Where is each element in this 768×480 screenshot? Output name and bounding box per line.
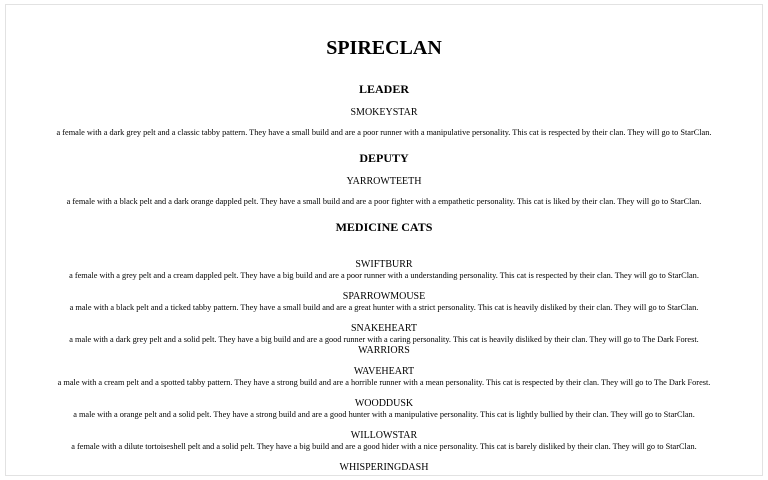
warrior-name: WILLOWSTAR	[350, 430, 418, 441]
warrior-description: a female with a dilute tortoiseshell pelt and a solid pelt. They have a big build and are a good hider with a nice personality. This cat is barely disliked by their clan. They will go to StarClan.	[71, 442, 697, 451]
medicine-cat-description: a male with a dark grey pelt and a solid pelt. They have a big build and are a good runner with a caring personality. This cat is heavily disliked by their clan. They will go to The Dark Forest.	[69, 335, 699, 344]
medicine-cat-name: SPARROWMOUSE	[342, 291, 426, 302]
medicine-cat-description: a female with a grey pelt and a cream dappled pelt. They have a big build and are a poor runner with a understanding personality. This cat is respected by their clan. They will go to StarClan.	[69, 271, 699, 280]
warrior-name: WAVEHEART	[353, 366, 415, 377]
warrior-description: a male with a cream pelt and a spotted tabby pattern. They have a strong build and are a horrible runner with a mean personality. This cat is respected by their clan. They will go to The Dark Forest.	[57, 378, 711, 387]
deputy-name: YARROWTEETH	[346, 176, 422, 187]
warrior-name: WHISPERINGDASH	[339, 462, 429, 473]
leader-heading: LEADER	[358, 82, 409, 96]
medicine-cat-name: SNAKEHEART	[350, 323, 418, 334]
leader-description: a female with a dark grey pelt and a classic tabby pattern. They have a small build and are a poor runner with a manipulative personality. This cat is respected by their clan. They will go to StarClan.	[56, 128, 712, 137]
warriors-heading: WARRIORS	[358, 345, 410, 356]
deputy-heading: DEPUTY	[359, 151, 409, 165]
medicine-cat-description: a male with a black pelt and a ticked tabby pattern. They have a small build and are a great hunter with a strict personality. This cat is heavily disliked by their clan. They will go to StarClan.	[69, 303, 699, 312]
deputy-description: a female with a black pelt and a dark orange dappled pelt. They have a small build and are a poor fighter with a empathetic personality. This cat is liked by their clan. They will go to StarClan.	[66, 197, 702, 206]
leader-name: SMOKEYSTAR	[350, 107, 418, 118]
clan-page	[5, 4, 763, 476]
warrior-description: a male with a orange pelt and a solid pelt. They have a strong build and are a good hunter with a manipulative personality. This cat is lightly bullied by their clan. They will go to StarClan.	[73, 410, 695, 419]
clan-title: SPIRECLAN	[326, 37, 442, 59]
warrior-name: WOODDUSK	[354, 398, 414, 409]
medicine-cat-name: SWIFTBURR	[355, 259, 413, 270]
medicine-cats-heading: MEDICINE CATS	[335, 220, 433, 234]
